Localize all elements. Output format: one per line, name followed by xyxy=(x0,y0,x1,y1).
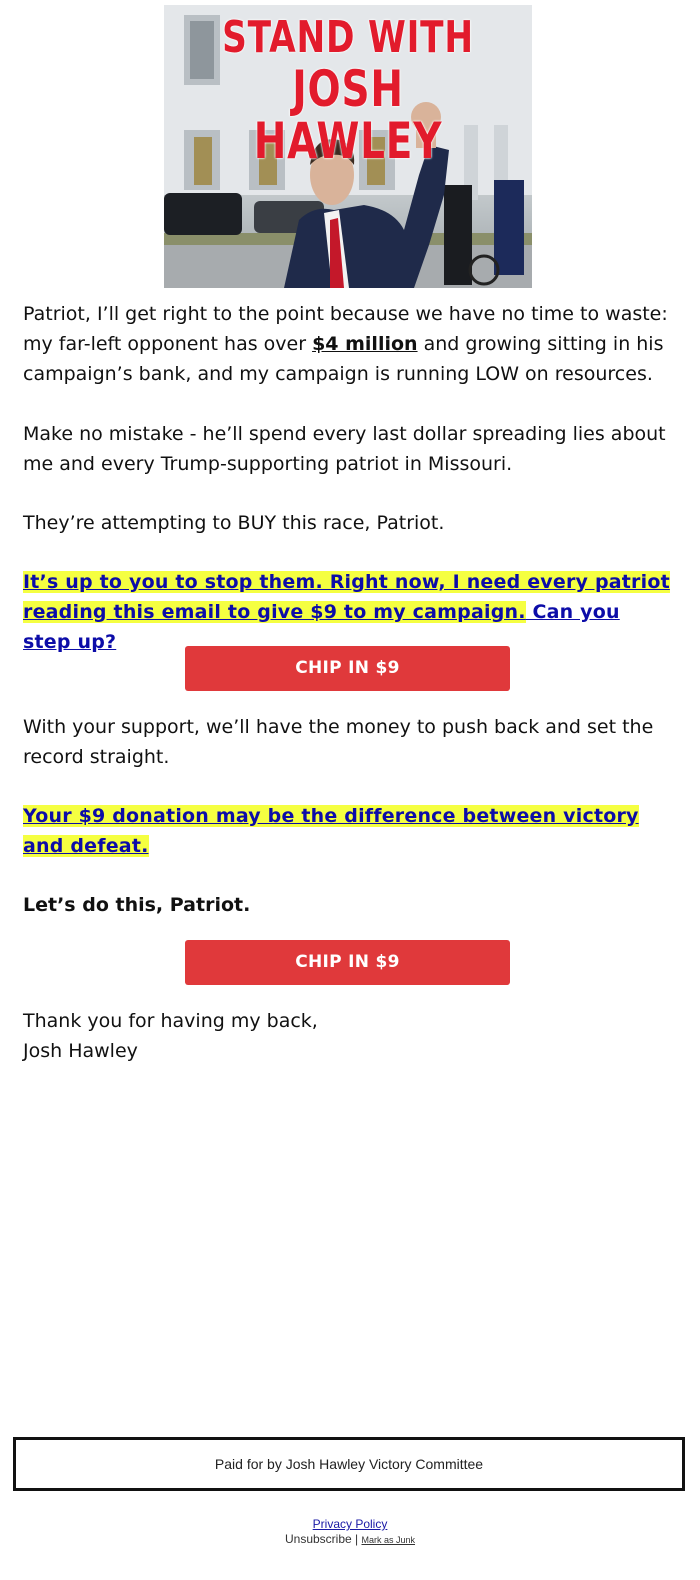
warning-paragraph: Make no mistake - he’ll spend every last dollar spreading lies about me and every Trump-supporting patriot in Missouri. xyxy=(23,423,666,475)
signoff-block xyxy=(23,1006,673,1066)
unsubscribe-row xyxy=(0,1532,700,1547)
intro-paragraph xyxy=(23,299,673,389)
privacy-policy-link[interactable]: Privacy Policy xyxy=(312,1517,388,1531)
donate-link-highlighted[interactable]: It’s up to you to stop them. Right now, I need every patriot reading this email to give $9 to my campaign. xyxy=(23,571,670,623)
opponent-amount: $4 million xyxy=(312,333,418,355)
mark-as-junk-link[interactable]: Mark as Junk xyxy=(361,1535,416,1545)
chip-in-button-secondary[interactable]: CHIP IN $9 xyxy=(185,940,510,985)
intro-text-end: and growing sitting in his campaign’s bank, and my campaign is running LOW on resources. xyxy=(23,333,664,385)
donate-link-step-up[interactable]: Can you step up? xyxy=(23,601,620,653)
chip-in-button[interactable]: CHIP IN $9 xyxy=(185,646,510,691)
donation-link-paragraph xyxy=(23,801,673,861)
signature: Josh Hawley xyxy=(23,1040,138,1062)
hero-headline-line1: STAND WITH xyxy=(222,12,474,63)
donation-difference-link[interactable]: Your $9 donation may be the difference between victory and defeat. xyxy=(23,805,639,857)
signoff-text: Thank you for having my back, xyxy=(23,1010,318,1032)
unsubscribe-link[interactable]: Unsubscribe xyxy=(284,1532,352,1546)
privacy-row xyxy=(0,1517,700,1531)
hero-image xyxy=(164,5,532,288)
intro-text-start: Patriot, I’ll get right to the point because we have no time to waste: my far-left opponent has over xyxy=(23,303,668,355)
buy-race-paragraph: They’re attempting to BUY this race, Patriot. xyxy=(23,512,445,534)
donate-link-paragraph xyxy=(23,567,673,657)
support-paragraph: With your support, we’ll have the money to push back and set the record straight. xyxy=(23,716,654,768)
lets-do-this-text: Let’s do this, Patriot. xyxy=(23,894,251,916)
footer-separator: | xyxy=(351,1532,362,1546)
hero-headline-line2: JOSH HAWLEY xyxy=(253,60,443,170)
paid-for-disclaimer: Paid for by Josh Hawley Victory Committee xyxy=(13,1437,685,1491)
